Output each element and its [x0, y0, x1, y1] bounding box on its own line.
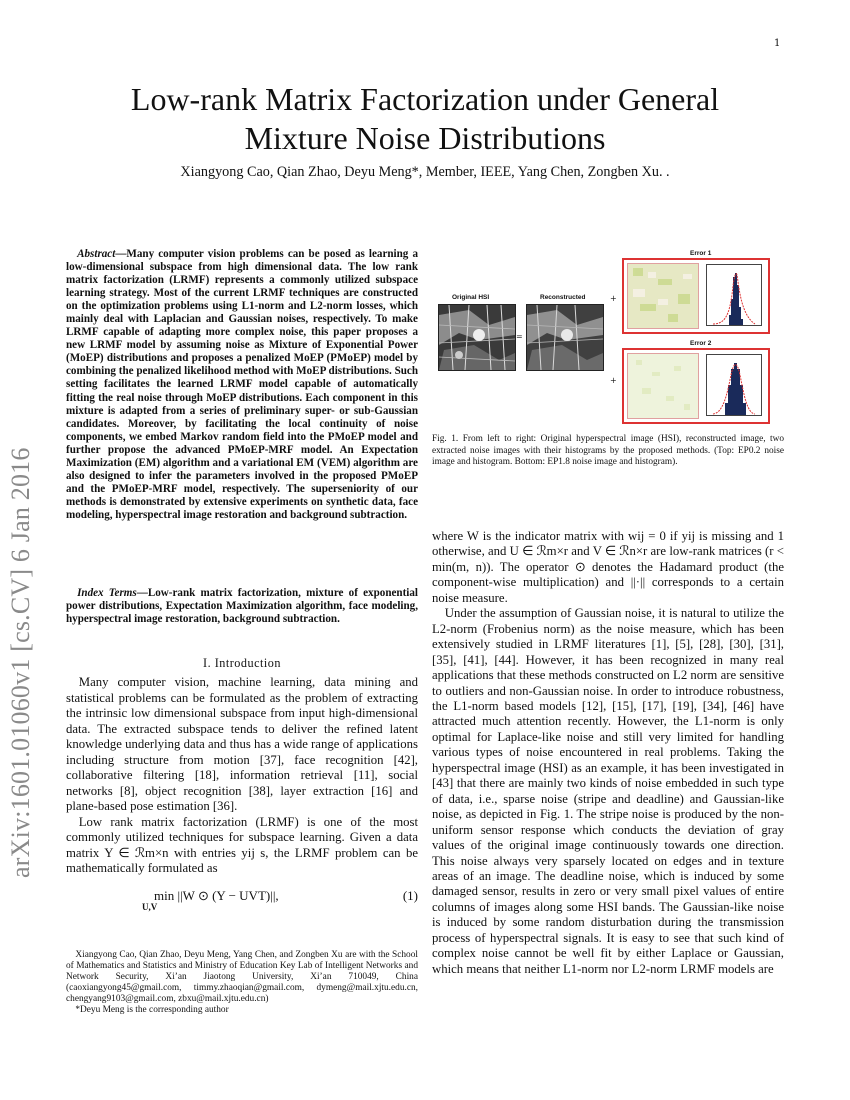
page-number: 1: [774, 38, 781, 49]
paper-title: [80, 80, 770, 158]
intro-paragraph-2: Low rank matrix factorization (LRMF) is one of the most commonly utilized techniques for subspace learning. Given a data matrix Y ∈ ℛm×n with entries yij s, the LRMF problem can be mathematically formulated as: [66, 814, 418, 875]
error-1-histogram: [706, 264, 762, 326]
index-terms: [66, 587, 418, 626]
arxiv-identifier: arXiv:1601.01060v1 [cs.CV] 6 Jan 2016: [6, 447, 35, 878]
right-paragraph-1: where W is the indicator matrix with wij = 0 if yij is missing and 1 otherwise, and U ∈ ℛm×r and V ∈ ℛn×r are low-rank matrices (r < min(m, n)). The operator ⊙ denotes the Hadamard product (the component-wise multiplication) and ||·|| corresponds to a certain noise measure.: [432, 529, 784, 605]
equation-expression: min ||W ⊙ (Y − UVT)||,: [154, 888, 279, 903]
title-line-2: Mixture Noise Distributions: [244, 120, 606, 156]
right-column-body: [432, 529, 784, 977]
introduction-body: [66, 675, 418, 877]
section-heading-introduction: I. Introduction: [203, 656, 281, 670]
footnote-affiliation: Xiangyong Cao, Qian Zhao, Deyu Meng, Yang Chen, and Zongben Xu are with the School of Mathematics and Statistics and Ministry of Education Key Lab of Intelligent Networks and Network Security, Xi’an Jiaotong University, Xi’an 710049, China (caoxiangyong45@gmail.com, timmy.zhaoqian@gmail.com, dymeng@mail.xjtu.edu.cn, chengyang9103@gmail.com, zbxu@mail.xjtu.edu.cn): [66, 950, 418, 1005]
figure-1: [432, 248, 784, 420]
index-terms-text: —Low-rank matrix factorization, mixture of exponential power distributions, Expectation Maximization algorithm, face modeling, hyperspectral image restoration, background subtraction.: [66, 587, 418, 626]
error-1-noise-image: [627, 263, 699, 329]
footnote-corresponding: *Deyu Meng is the corresponding author: [75, 1005, 229, 1016]
author-list: Xiangyong Cao, Qian Zhao, Deyu Meng*, Member, IEEE, Yang Chen, Zongben Xu. .: [180, 164, 670, 180]
equation-1: [66, 888, 418, 916]
figure-label-error-2: Error 2: [690, 340, 712, 347]
figure-1-caption: Fig. 1. From left to right: Original hyperspectral image (HSI), reconstructed image, two extracted noise images with their histograms by the proposed methods. (Top: EP0.2 noise image and histogram. Bottom: EP1.8 noise image and histogram).: [432, 434, 784, 468]
intro-paragraph-1: Many computer vision, machine learning, data mining and statistical problems can be formulated as the problem of extracting the intrinsic low dimensional subspace from input high-dimensional data. The extracted subspace tends to deliver the refined latent knowledge underlying data and thus has a wide range of applications including structure from motion [37], face recognition [42], collaborative filtering [18], information retrieval [11], social networks [8], object recognition [38], layer extraction [16] and plane-based pose estimation [36].: [66, 675, 418, 813]
reconstructed-image: [526, 304, 604, 371]
figure-label-error-1: Error 1: [690, 250, 712, 257]
abstract-text: —Many computer vision problems can be posed as learning a low-dimensional subspace from high dimensional data. The low rank matrix factorization (LRMF) represents a commonly utilized subspace learning strategy. Most of the current LRMF techniques are constructed on the optimization problems using L1-norm and L2-norm losses, which mainly deal with Laplacian and Gaussian noises, respectively. To make LRMF capable of adapting more complex noise, this paper proposes a new LRMF model by assuming noise as Mixture of Exponential Power (MoEP) distributions and proposes a penalized MoEP (PMoEP) model by combining the penalized likelihood method with MoEP distributions. Such setting facilitates the learned LRMF model capable of automatically fitting the real noise through MoEP distributions. Each component in this mixture is adapted from a series of preliminary super- or sub-Gaussian candidates. Moreover, by facilitating the local continuity of noise components, we embed Markov random field into the PMoEP model and further propose the advanced PMoEP-MRF model. An Expectation Maximization (EM) algorithm and a variational EM (VEM) algorithm are also designed to infer the parameters involved in the proposed PMoEP and the PMoEP-MRF model, respectively. The superseniority of our methods is demonstrated by extensive experiments on synthetic data, face modeling, hyperspectral image restoration and background subtraction.: [66, 248, 418, 521]
figure-label-original: Original HSI: [452, 294, 490, 301]
figure-label-reconstructed: Reconstructed: [540, 294, 586, 301]
right-paragraph-2: Under the assumption of Gaussian noise, it is natural to utilize the L2-norm (Frobenius norm) as the noise measure, which has been extensively studied in LRMF literatures [1], [5], [28], [30], [31], [35], [41], [44]. However, it has been recognized in many real applications that these methods constructed on L2 norm are sensitive to outliers and non-Gaussian noise. In order to introduce robustness, the L1-norm based models [12], [15], [17], [19], [34], [46] have attracted much attention recently. However, the L1-norm is only optimal for Laplace-like noise and still very limited for handling various types of noise encountered in real problems. Taking the hyperspectral image (HSI) as an example, it has been investigated in [43] that there are mainly two kinds of noise embedded in such type of data, i.e., sparse noise (stripe and deadline) and Gaussian-like noise, as depicted in Fig. 1. The stripe noise is produced by the non-uniform sensor response which conducts the deviation of gray values of the original image continuously towards one direction. This noise always very sparsely located on edges and in texture areas of an image. The deadline noise, which is induced by some damaged sensor, results in zero or very small pixel values of entire columns of images along some HSI bands. The Gaussian-like noise is induced by some random disturbation during the transmission process of hyperspectral signals. It is easy to see that such kind of complex noise cannot be well fit by either Laplace or Gaussian, which means that neither L1-norm nor L2-norm LRMF models are: [432, 606, 784, 976]
figure-equals-sign: =: [516, 332, 523, 341]
footnotes: [66, 950, 418, 1017]
index-terms-label: Index Terms: [77, 587, 137, 599]
error-2-panel: [622, 348, 770, 424]
error-1-panel: [622, 258, 770, 334]
equation-number: (1): [402, 888, 418, 903]
abstract: [66, 248, 418, 522]
error-2-histogram: [706, 354, 762, 416]
figure-plus-sign-1: +: [610, 294, 617, 303]
error-2-noise-image: [627, 353, 699, 419]
original-hsi-image: [438, 304, 516, 371]
equation-subscript: U,V: [142, 902, 158, 912]
abstract-label: Abstract: [77, 248, 116, 260]
title-line-1: Low-rank Matrix Factorization under General: [130, 81, 720, 117]
figure-plus-sign-2: +: [610, 376, 617, 385]
